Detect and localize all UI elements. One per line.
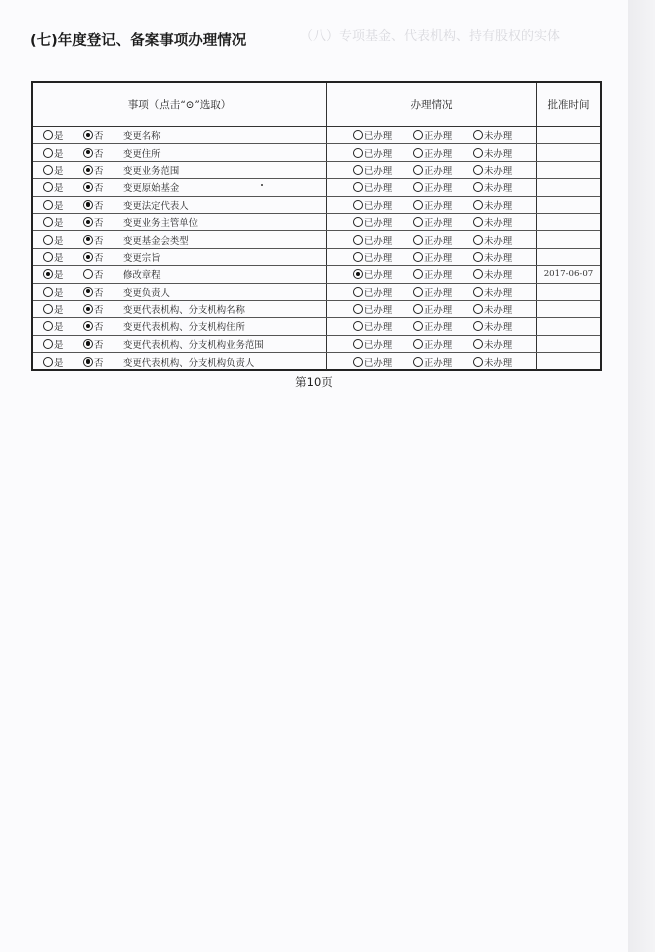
status-option[interactable] (473, 215, 533, 229)
item-cell (33, 301, 327, 317)
radio-icon[interactable] (473, 287, 483, 297)
radio-icon[interactable] (353, 182, 363, 192)
status-option[interactable] (413, 355, 473, 369)
radio-icon[interactable] (353, 148, 363, 158)
status-cell (327, 266, 537, 282)
yes-label: 是 (54, 305, 64, 317)
header-status: 办理情况 (327, 83, 537, 127)
item-label: 变更代表机构、分支机构负责人 (123, 357, 255, 369)
yes-label: 是 (54, 218, 64, 230)
no-label: 否 (94, 305, 104, 317)
yes-label: 是 (54, 252, 64, 264)
status-option[interactable] (353, 128, 413, 142)
yes-label: 是 (54, 183, 64, 195)
status-option[interactable] (473, 146, 533, 160)
status-label: 正办理 (424, 148, 453, 160)
status-option[interactable] (353, 198, 413, 212)
item-label: 变更代表机构、分支机构业务范围 (123, 339, 264, 351)
radio-icon[interactable] (83, 182, 93, 192)
radio-icon[interactable] (413, 182, 423, 192)
status-cell (327, 284, 537, 300)
no-option[interactable] (83, 198, 119, 212)
radio-icon[interactable] (473, 200, 483, 210)
radio-icon[interactable] (473, 235, 483, 245)
radio-icon[interactable] (83, 200, 93, 210)
status-label: 正办理 (424, 252, 453, 264)
radio-icon[interactable] (473, 339, 483, 349)
status-option[interactable] (353, 250, 413, 264)
item-label: 变更法定代表人 (123, 200, 189, 212)
table-row (33, 231, 600, 248)
table-row (33, 318, 600, 335)
status-label: 未办理 (484, 200, 513, 212)
radio-icon[interactable] (413, 130, 423, 140)
status-option[interactable] (473, 319, 533, 333)
radio-icon[interactable] (353, 235, 363, 245)
date-cell (537, 353, 600, 370)
no-label: 否 (94, 287, 104, 299)
radio-icon[interactable] (43, 165, 53, 175)
status-label: 未办理 (484, 322, 513, 334)
date-cell (537, 318, 600, 334)
item-cell (33, 127, 327, 143)
date-cell (537, 214, 600, 230)
radio-icon[interactable] (413, 165, 423, 175)
item-label: 变更业务范围 (123, 165, 180, 177)
table-row (33, 197, 600, 214)
no-option[interactable] (83, 233, 119, 247)
radio-icon[interactable] (473, 269, 483, 279)
yes-option[interactable] (43, 163, 83, 177)
status-option[interactable] (473, 267, 533, 281)
status-label: 已办理 (364, 252, 393, 264)
radio-icon[interactable] (83, 321, 93, 331)
yes-option[interactable] (43, 215, 83, 229)
radio-icon[interactable] (413, 339, 423, 349)
no-option[interactable] (83, 267, 119, 281)
radio-icon[interactable] (413, 235, 423, 245)
date-cell: 2017-06-07 (543, 269, 594, 280)
item-label: 修改章程 (123, 270, 161, 282)
status-option[interactable] (413, 198, 473, 212)
no-option[interactable] (83, 128, 119, 142)
item-label: 变更原始基金 (123, 183, 180, 195)
status-label: 未办理 (484, 252, 513, 264)
date-cell (537, 231, 600, 247)
radio-icon[interactable] (43, 252, 53, 262)
date-cell (537, 127, 600, 143)
status-label: 未办理 (484, 357, 513, 369)
radio-icon[interactable] (83, 148, 93, 158)
yes-label: 是 (54, 322, 64, 334)
item-cell (33, 336, 327, 352)
header-date: 批准时间 (537, 83, 600, 127)
radio-icon[interactable] (43, 182, 53, 192)
status-option[interactable] (353, 233, 413, 247)
item-cell (33, 214, 327, 230)
status-label: 已办理 (364, 339, 393, 351)
radio-icon[interactable] (43, 304, 53, 314)
radio-icon[interactable] (83, 252, 93, 262)
no-option[interactable] (83, 215, 119, 229)
status-label: 已办理 (364, 218, 393, 230)
status-option[interactable] (353, 285, 413, 299)
radio-icon[interactable] (43, 357, 53, 367)
status-label: 未办理 (484, 339, 513, 351)
status-option[interactable] (473, 163, 533, 177)
status-label: 未办理 (484, 148, 513, 160)
yes-label: 是 (54, 339, 64, 351)
status-label: 正办理 (424, 165, 453, 177)
item-cell (33, 266, 327, 282)
no-option[interactable] (83, 285, 119, 299)
no-label: 否 (94, 218, 104, 230)
radio-icon[interactable] (353, 252, 363, 262)
no-option[interactable] (83, 355, 119, 369)
status-cell (327, 318, 537, 334)
status-label: 正办理 (424, 322, 453, 334)
status-cell (327, 127, 537, 143)
header-item: 事项（点击“⊙”选取） (33, 83, 327, 127)
radio-icon[interactable] (473, 182, 483, 192)
radio-icon[interactable] (83, 165, 93, 175)
yes-label: 是 (54, 287, 64, 299)
yes-option[interactable] (43, 355, 83, 369)
status-option[interactable] (353, 215, 413, 229)
status-label: 已办理 (364, 235, 393, 247)
status-cell (327, 197, 537, 213)
yes-option[interactable] (43, 285, 83, 299)
status-cell (327, 214, 537, 230)
radio-icon[interactable] (413, 357, 423, 367)
status-option[interactable] (413, 250, 473, 264)
date-cell (537, 197, 600, 213)
bleed-through-text: （八）专项基金、代表机构、持有股权的实体 (300, 29, 561, 44)
item-label: 变更负责人 (123, 287, 170, 299)
date-cell (537, 162, 600, 178)
radio-icon[interactable] (43, 269, 53, 279)
status-label: 未办理 (484, 270, 513, 282)
item-label: 变更业务主管单位 (123, 218, 199, 230)
status-label: 已办理 (364, 200, 393, 212)
status-option[interactable] (413, 285, 473, 299)
status-option[interactable] (473, 285, 533, 299)
yes-label: 是 (54, 200, 64, 212)
table-row (33, 266, 600, 283)
status-label: 正办理 (424, 305, 453, 317)
radio-icon[interactable] (413, 304, 423, 314)
table-row (33, 336, 600, 353)
status-option[interactable] (413, 163, 473, 177)
status-option[interactable] (353, 267, 413, 281)
no-label: 否 (94, 252, 104, 264)
yes-option[interactable] (43, 128, 83, 142)
status-option[interactable] (413, 146, 473, 160)
status-option[interactable] (353, 355, 413, 369)
status-cell (327, 231, 537, 247)
radio-icon[interactable] (413, 252, 423, 262)
section-title: (七)年度登记、备案事项办理情况 (30, 33, 247, 49)
no-option[interactable] (83, 163, 119, 177)
status-label: 正办理 (424, 270, 453, 282)
radio-icon[interactable] (413, 287, 423, 297)
status-option[interactable] (353, 163, 413, 177)
table-row (33, 353, 600, 370)
item-cell (33, 162, 327, 178)
radio-icon[interactable] (413, 148, 423, 158)
status-cell (327, 179, 537, 195)
item-cell (33, 353, 327, 370)
no-option[interactable] (83, 146, 119, 160)
date-cell (537, 301, 600, 317)
status-option[interactable] (413, 180, 473, 194)
status-option[interactable] (473, 180, 533, 194)
item-label: 变更名称 (123, 131, 161, 143)
page-edge (628, 0, 655, 952)
radio-icon[interactable] (473, 252, 483, 262)
item-cell (33, 144, 327, 160)
no-label: 否 (94, 357, 104, 369)
radio-icon[interactable] (473, 130, 483, 140)
status-label: 未办理 (484, 183, 513, 195)
status-option[interactable] (473, 198, 533, 212)
status-option[interactable] (473, 250, 533, 264)
date-cell (537, 144, 600, 160)
radio-icon[interactable] (43, 321, 53, 331)
status-label: 未办理 (484, 235, 513, 247)
no-label: 否 (94, 165, 104, 177)
status-label: 已办理 (364, 165, 393, 177)
radio-icon[interactable] (413, 217, 423, 227)
radio-icon[interactable] (413, 269, 423, 279)
yes-option[interactable] (43, 337, 83, 351)
status-label: 正办理 (424, 183, 453, 195)
radio-icon[interactable] (43, 339, 53, 349)
no-label: 否 (94, 200, 104, 212)
item-label: 变更代表机构、分支机构名称 (123, 305, 245, 317)
status-label: 已办理 (364, 270, 393, 282)
no-label: 否 (94, 131, 104, 143)
item-label: 变更代表机构、分支机构住所 (123, 322, 245, 334)
radio-icon[interactable] (473, 321, 483, 331)
status-cell (327, 336, 537, 352)
table-row (33, 127, 600, 144)
yes-option[interactable] (43, 250, 83, 264)
radio-icon[interactable] (353, 357, 363, 367)
yes-option[interactable] (43, 180, 83, 194)
status-option[interactable] (413, 128, 473, 142)
yes-option[interactable] (43, 302, 83, 316)
status-option[interactable] (413, 215, 473, 229)
radio-icon[interactable] (83, 269, 93, 279)
item-label: 变更宗旨 (123, 252, 161, 264)
yes-label: 是 (54, 148, 64, 160)
radio-icon[interactable] (353, 165, 363, 175)
table-row (33, 144, 600, 161)
status-option[interactable] (353, 180, 413, 194)
status-option[interactable] (473, 233, 533, 247)
radio-icon[interactable] (353, 269, 363, 279)
status-label: 已办理 (364, 183, 393, 195)
status-option[interactable] (353, 146, 413, 160)
table-row (33, 249, 600, 266)
status-cell (327, 144, 537, 160)
status-cell (327, 249, 537, 265)
status-label: 正办理 (424, 235, 453, 247)
radio-icon[interactable] (43, 217, 53, 227)
status-option[interactable] (353, 319, 413, 333)
item-cell (33, 284, 327, 300)
radio-icon[interactable] (83, 304, 93, 314)
yes-option[interactable] (43, 233, 83, 247)
date-cell (537, 284, 600, 300)
item-cell (33, 318, 327, 334)
table-row (33, 301, 600, 318)
status-label: 正办理 (424, 287, 453, 299)
yes-label: 是 (54, 131, 64, 143)
status-cell (327, 353, 537, 370)
date-cell (537, 179, 600, 195)
table-row (33, 179, 600, 196)
status-label: 已办理 (364, 287, 393, 299)
radio-icon[interactable] (353, 217, 363, 227)
radio-icon[interactable] (83, 287, 93, 297)
status-option[interactable] (353, 337, 413, 351)
yes-option[interactable] (43, 267, 83, 281)
status-option[interactable] (413, 319, 473, 333)
table-row (33, 162, 600, 179)
no-label: 否 (94, 148, 104, 160)
status-label: 未办理 (484, 131, 513, 143)
radio-icon[interactable] (83, 235, 93, 245)
date-cell (537, 336, 600, 352)
item-cell (33, 179, 327, 195)
page-number: 第10页 (295, 375, 333, 389)
radio-icon[interactable] (413, 200, 423, 210)
item-cell (33, 231, 327, 247)
radio-icon[interactable] (353, 130, 363, 140)
status-cell (327, 162, 537, 178)
status-option[interactable] (353, 302, 413, 316)
status-label: 未办理 (484, 218, 513, 230)
radio-icon[interactable] (83, 357, 93, 367)
no-option[interactable] (83, 302, 119, 316)
status-label: 正办理 (424, 200, 453, 212)
radio-icon[interactable] (43, 235, 53, 245)
yes-label: 是 (54, 235, 64, 247)
yes-label: 是 (54, 357, 64, 369)
radio-icon[interactable] (413, 321, 423, 331)
table-row (33, 214, 600, 231)
radio-icon[interactable] (473, 148, 483, 158)
no-option[interactable] (83, 180, 119, 194)
table-body (33, 127, 600, 370)
status-option[interactable] (473, 302, 533, 316)
item-label: 变更基金会类型 (123, 235, 189, 247)
status-label: 正办理 (424, 357, 453, 369)
status-label: 已办理 (364, 357, 393, 369)
no-label: 否 (94, 339, 104, 351)
status-label: 正办理 (424, 218, 453, 230)
radio-icon[interactable] (473, 357, 483, 367)
item-cell (33, 249, 327, 265)
no-option[interactable] (83, 250, 119, 264)
yes-label: 是 (54, 165, 64, 177)
no-label: 否 (94, 235, 104, 247)
radio-icon[interactable] (83, 217, 93, 227)
no-option[interactable] (83, 319, 119, 333)
radio-icon[interactable] (43, 287, 53, 297)
status-label: 已办理 (364, 305, 393, 317)
no-option[interactable] (83, 337, 119, 351)
status-label: 未办理 (484, 165, 513, 177)
status-label: 已办理 (364, 148, 393, 160)
no-label: 否 (94, 270, 104, 282)
status-label: 未办理 (484, 287, 513, 299)
radio-icon[interactable] (353, 200, 363, 210)
radio-icon[interactable] (43, 148, 53, 158)
radio-icon[interactable] (473, 165, 483, 175)
date-cell (537, 249, 600, 265)
status-option[interactable] (473, 128, 533, 142)
item-cell (33, 197, 327, 213)
radio-icon[interactable] (353, 287, 363, 297)
radio-icon[interactable] (353, 339, 363, 349)
yes-label: 是 (54, 270, 64, 282)
status-option[interactable] (413, 267, 473, 281)
status-option[interactable] (473, 355, 533, 369)
registration-table (31, 81, 602, 371)
table-row (33, 284, 600, 301)
radio-icon[interactable] (83, 339, 93, 349)
radio-icon[interactable] (473, 217, 483, 227)
no-label: 否 (94, 322, 104, 334)
radio-icon[interactable] (473, 304, 483, 314)
radio-icon[interactable] (83, 130, 93, 140)
status-label: 已办理 (364, 131, 393, 143)
yes-option[interactable] (43, 146, 83, 160)
status-cell (327, 301, 537, 317)
yes-option[interactable] (43, 198, 83, 212)
status-option[interactable] (413, 233, 473, 247)
radio-icon[interactable] (353, 304, 363, 314)
status-option[interactable] (413, 302, 473, 316)
radio-icon[interactable] (43, 130, 53, 140)
status-option[interactable] (413, 337, 473, 351)
status-option[interactable] (473, 337, 533, 351)
status-label: 正办理 (424, 131, 453, 143)
item-label: 变更住所 (123, 148, 161, 160)
no-label: 否 (94, 183, 104, 195)
status-label: 已办理 (364, 322, 393, 334)
radio-icon[interactable] (43, 200, 53, 210)
radio-icon[interactable] (353, 321, 363, 331)
status-label: 正办理 (424, 339, 453, 351)
yes-option[interactable] (43, 319, 83, 333)
status-label: 未办理 (484, 305, 513, 317)
